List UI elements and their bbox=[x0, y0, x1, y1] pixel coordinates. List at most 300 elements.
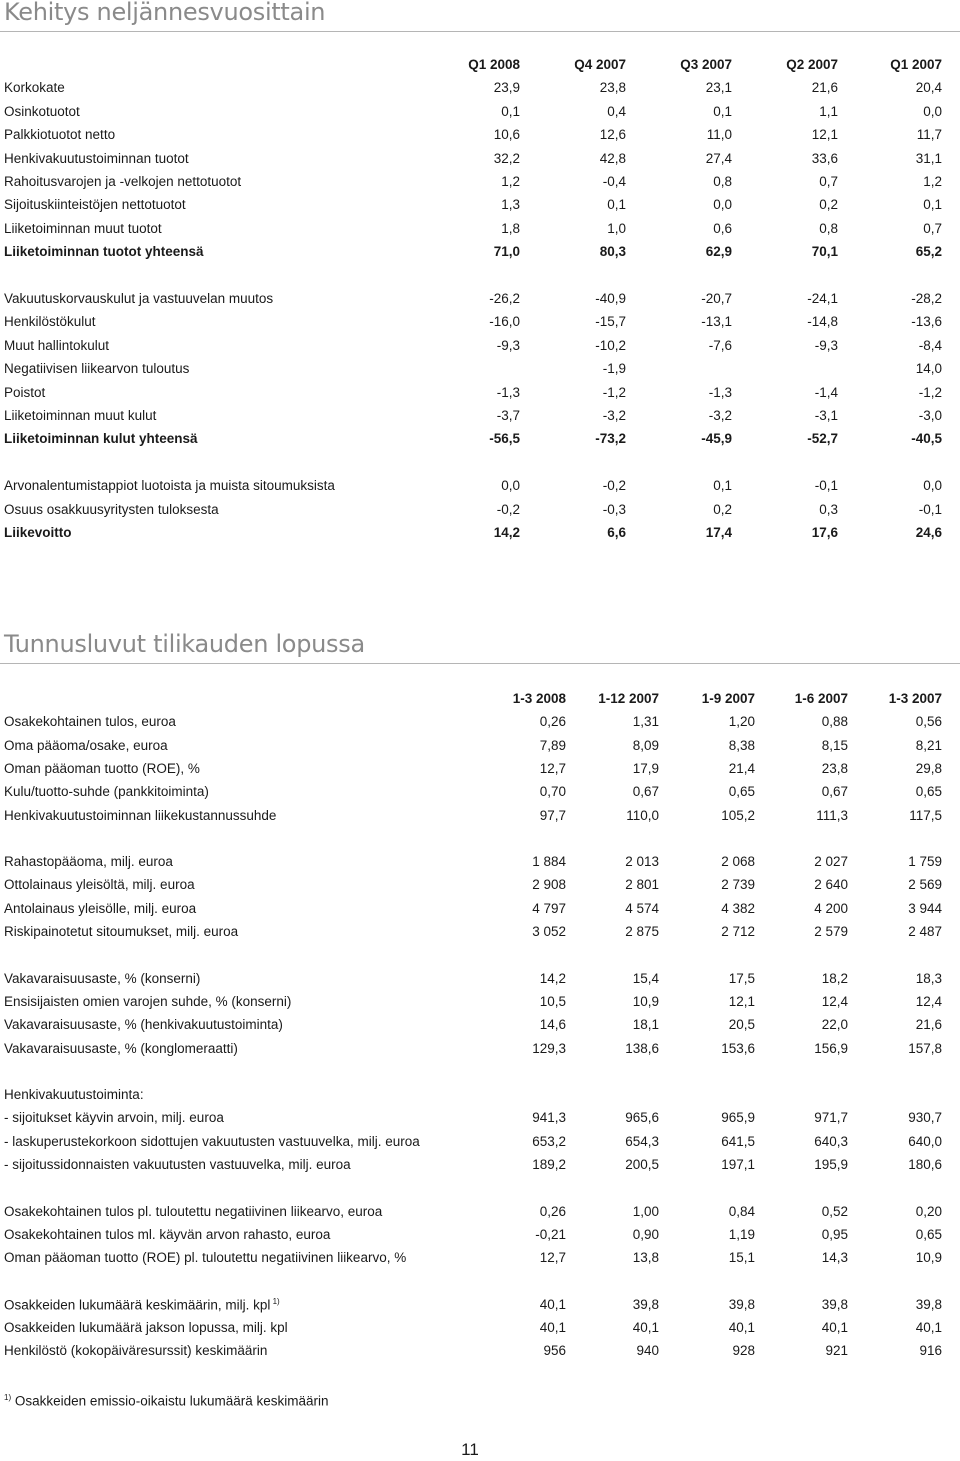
cell-value: 1,31 bbox=[632, 714, 659, 730]
column-header: Q3 2007 bbox=[680, 57, 732, 72]
row-label: Liiketoiminnan tuotot yhteensä bbox=[4, 244, 204, 260]
row-label: Riskipainotetut sitoumukset, milj. euroa bbox=[4, 924, 239, 939]
cell-value: 6,6 bbox=[607, 525, 626, 540]
cell-value: 0,70 bbox=[539, 784, 566, 800]
cell-value: 0,3 bbox=[819, 501, 838, 517]
cell-value: 2 027 bbox=[814, 854, 848, 870]
column-header: 1-9 2007 bbox=[701, 691, 755, 706]
table-row bbox=[0, 761, 960, 783]
cell-value: 1,3 bbox=[501, 197, 520, 213]
cell-value: 1,00 bbox=[632, 1203, 659, 1219]
footnote bbox=[4, 1393, 329, 1409]
cell-value: 0,90 bbox=[632, 1226, 659, 1242]
table-row bbox=[0, 221, 960, 243]
cell-value: -1,4 bbox=[814, 384, 838, 400]
cell-value: -0,4 bbox=[602, 174, 626, 189]
table-row bbox=[0, 994, 960, 1016]
cell-value: 23,9 bbox=[493, 80, 520, 96]
cell-value: 640,0 bbox=[908, 1133, 942, 1149]
cell-value: 0,7 bbox=[819, 174, 838, 189]
cell-value: 0,52 bbox=[821, 1203, 848, 1219]
table-row bbox=[0, 385, 960, 407]
cell-value: -52,7 bbox=[807, 431, 838, 447]
section-title-kehitys: Kehitys neljännesvuosittain bbox=[4, 0, 326, 26]
cell-value: 2 712 bbox=[721, 924, 755, 939]
row-label: Rahoitusvarojen ja -velkojen nettotuotot bbox=[4, 174, 242, 189]
footnote-text: Osakkeiden emissio-oikaistu lukumäärä keskimäärin bbox=[14, 1393, 329, 1409]
cell-value: 971,7 bbox=[814, 1110, 848, 1126]
cell-value: 0,65 bbox=[915, 784, 942, 800]
row-label: Poistot bbox=[4, 384, 46, 400]
cell-value: 3 944 bbox=[908, 900, 942, 916]
cell-value: 8,38 bbox=[728, 737, 755, 753]
table-row bbox=[0, 338, 960, 360]
section-rule-kehitys bbox=[0, 31, 960, 32]
cell-value: 40,1 bbox=[728, 1320, 755, 1336]
cell-value: -10,2 bbox=[595, 337, 626, 353]
cell-value: -14,8 bbox=[807, 314, 838, 330]
cell-value: 40,1 bbox=[539, 1296, 566, 1312]
table-header-row bbox=[0, 691, 960, 713]
cell-value: 39,8 bbox=[915, 1296, 942, 1312]
cell-value: 13,8 bbox=[632, 1250, 659, 1266]
cell-value: -26,2 bbox=[489, 291, 520, 306]
cell-value: -0,21 bbox=[535, 1226, 566, 1242]
cell-value: 189,2 bbox=[532, 1157, 566, 1172]
cell-value: 62,9 bbox=[705, 244, 732, 260]
cell-value: 940 bbox=[636, 1343, 659, 1359]
section-title-tunnusluvut: Tunnusluvut tilikauden lopussa bbox=[4, 630, 365, 658]
cell-value: 20,4 bbox=[915, 80, 942, 96]
cell-value: -1,3 bbox=[708, 384, 732, 400]
row-label: Liikevoitto bbox=[4, 525, 72, 540]
row-label: Henkivakuutustoiminnan tuotot bbox=[4, 150, 189, 166]
cell-value: 7,89 bbox=[539, 737, 566, 753]
cell-value: -0,3 bbox=[602, 501, 626, 517]
cell-value: 928 bbox=[732, 1343, 755, 1359]
cell-value: 12,4 bbox=[915, 993, 942, 1009]
cell-value: 10,9 bbox=[632, 993, 659, 1009]
column-header: Q4 2007 bbox=[574, 57, 626, 72]
cell-value: 641,5 bbox=[721, 1133, 755, 1149]
cell-value: 0,8 bbox=[819, 220, 838, 236]
cell-value: -3,2 bbox=[708, 408, 732, 423]
cell-value: 8,15 bbox=[821, 737, 848, 753]
cell-value: 65,2 bbox=[915, 244, 942, 260]
cell-value: 0,0 bbox=[923, 478, 942, 494]
table-row bbox=[0, 80, 960, 102]
row-label: Liiketoiminnan muut tuotot bbox=[4, 220, 162, 236]
cell-value: 17,6 bbox=[811, 525, 838, 540]
cell-value: 8,09 bbox=[632, 737, 659, 753]
cell-value: 17,4 bbox=[705, 525, 732, 540]
table-row bbox=[0, 924, 960, 946]
cell-value: 0,26 bbox=[539, 1203, 566, 1219]
cell-value: 17,9 bbox=[632, 760, 659, 776]
cell-value: 2 569 bbox=[908, 877, 942, 893]
table-row bbox=[0, 291, 960, 313]
cell-value: -20,7 bbox=[701, 291, 732, 306]
column-header: 1-12 2007 bbox=[598, 691, 659, 706]
row-label: Liiketoiminnan kulut yhteensä bbox=[4, 431, 198, 447]
cell-value: -13,1 bbox=[701, 314, 732, 330]
cell-value: 10,9 bbox=[915, 1250, 942, 1266]
cell-value: 27,4 bbox=[705, 150, 732, 166]
cell-value: -0,1 bbox=[918, 501, 942, 517]
cell-value: 2 739 bbox=[721, 877, 755, 893]
row-label: Korkokate bbox=[4, 80, 65, 96]
row-label: Palkkiotuotot netto bbox=[4, 127, 116, 143]
cell-value: 15,4 bbox=[632, 970, 659, 986]
table-row bbox=[0, 314, 960, 336]
table-row bbox=[0, 1041, 960, 1063]
row-label: Osakekohtainen tulos ml. käyvän arvon rahasto, euroa bbox=[4, 1226, 331, 1242]
cell-value: 1,2 bbox=[923, 174, 942, 189]
cell-value: 17,5 bbox=[728, 970, 755, 986]
row-label: Vakavaraisuusaste, % (konserni) bbox=[4, 970, 201, 986]
cell-value: 23,8 bbox=[821, 760, 848, 776]
table-row bbox=[0, 714, 960, 736]
table-row bbox=[0, 784, 960, 806]
cell-value: 0,0 bbox=[713, 197, 732, 213]
total-row bbox=[0, 525, 960, 547]
row-label: - sijoitukset käyvin arvoin, milj. euroa bbox=[4, 1110, 224, 1126]
cell-value: 0,95 bbox=[821, 1226, 848, 1242]
cell-value: 0,1 bbox=[607, 197, 626, 213]
row-label: Negatiivisen liikearvon tuloutus bbox=[4, 361, 190, 377]
cell-value: 0,1 bbox=[923, 197, 942, 213]
cell-value: 14,3 bbox=[821, 1250, 848, 1266]
table-header-row bbox=[0, 57, 960, 79]
table-row bbox=[0, 174, 960, 196]
cell-value: 0,0 bbox=[923, 103, 942, 119]
cell-value: 31,1 bbox=[915, 150, 942, 166]
cell-value: 2 875 bbox=[625, 924, 659, 939]
cell-value: 0,0 bbox=[501, 478, 520, 494]
cell-value: 18,2 bbox=[821, 970, 848, 986]
cell-value: 156,9 bbox=[814, 1040, 848, 1056]
cell-value: 956 bbox=[543, 1343, 566, 1359]
cell-value: 105,2 bbox=[721, 807, 755, 823]
cell-value: 2 579 bbox=[814, 924, 848, 939]
row-label: Vakuutuskorvauskulut ja vastuuvelan muutos bbox=[4, 291, 274, 306]
cell-value: 1,19 bbox=[728, 1226, 755, 1242]
cell-value: 4 382 bbox=[721, 900, 755, 916]
cell-value: 40,1 bbox=[915, 1320, 942, 1336]
cell-value: -1,9 bbox=[602, 361, 626, 377]
row-label: Ensisijaisten omien varojen suhde, % (konserni) bbox=[4, 993, 292, 1009]
table-row bbox=[0, 901, 960, 923]
cell-value: 640,3 bbox=[814, 1133, 848, 1149]
cell-value: 916 bbox=[919, 1343, 942, 1359]
row-label: Osuus osakkuusyritysten tuloksesta bbox=[4, 501, 219, 517]
cell-value: 24,6 bbox=[915, 525, 942, 540]
cell-value: -1,2 bbox=[602, 384, 626, 400]
table-row bbox=[0, 1343, 960, 1365]
table-row bbox=[0, 808, 960, 830]
table-row bbox=[0, 1017, 960, 1039]
cell-value: 4 200 bbox=[814, 900, 848, 916]
cell-value: 0,4 bbox=[607, 103, 626, 119]
cell-value: 21,4 bbox=[728, 760, 755, 776]
row-label: Henkivakuutustoiminnan liikekustannussuhde bbox=[4, 807, 277, 823]
cell-value: 40,1 bbox=[821, 1320, 848, 1336]
cell-value: 10,5 bbox=[539, 993, 566, 1009]
cell-value: 138,6 bbox=[625, 1040, 659, 1056]
table-row bbox=[0, 104, 960, 126]
table-row bbox=[0, 971, 960, 993]
row-label: Osinkotuotot bbox=[4, 103, 80, 119]
cell-value: 197,1 bbox=[721, 1157, 755, 1172]
cell-value: 0,8 bbox=[713, 174, 732, 189]
cell-value: 39,8 bbox=[821, 1296, 848, 1312]
cell-value: 965,9 bbox=[721, 1110, 755, 1126]
cell-value: -8,4 bbox=[918, 337, 942, 353]
cell-value: 12,6 bbox=[599, 127, 626, 143]
cell-value: 23,8 bbox=[599, 80, 626, 96]
cell-value: 39,8 bbox=[728, 1296, 755, 1312]
cell-value: 18,3 bbox=[915, 970, 942, 986]
cell-value: 129,3 bbox=[532, 1040, 566, 1056]
cell-value: -0,2 bbox=[496, 501, 520, 517]
cell-value: 4 574 bbox=[625, 900, 659, 916]
table-row bbox=[0, 1110, 960, 1132]
cell-value: 8,21 bbox=[915, 737, 942, 753]
cell-value: 0,65 bbox=[728, 784, 755, 800]
column-header: 1-3 2008 bbox=[512, 691, 566, 706]
table-row bbox=[0, 127, 960, 149]
cell-value: 930,7 bbox=[908, 1110, 942, 1126]
cell-value: 2 908 bbox=[532, 877, 566, 893]
cell-value: 1 759 bbox=[908, 854, 942, 870]
cell-value: -45,9 bbox=[701, 431, 732, 447]
cell-value: -73,2 bbox=[595, 431, 626, 447]
cell-value: 1 884 bbox=[532, 854, 566, 870]
cell-value: 653,2 bbox=[532, 1133, 566, 1149]
table-row bbox=[0, 1227, 960, 1249]
cell-value: 11,7 bbox=[916, 127, 942, 143]
row-label: Vakavaraisuusaste, % (konglomeraatti) bbox=[4, 1040, 238, 1056]
cell-value: 39,8 bbox=[632, 1296, 659, 1312]
cell-value: 12,1 bbox=[728, 993, 755, 1009]
cell-value: 965,6 bbox=[625, 1110, 659, 1126]
cell-value: 12,4 bbox=[821, 993, 848, 1009]
cell-value: 0,2 bbox=[713, 501, 732, 517]
row-label: Osakekohtainen tulos, euroa bbox=[4, 714, 176, 730]
table-row bbox=[0, 877, 960, 899]
cell-value: -40,5 bbox=[911, 431, 942, 447]
cell-value: 0,1 bbox=[501, 103, 520, 119]
column-header: 1-6 2007 bbox=[794, 691, 848, 706]
row-label: Antolainaus yleisölle, milj. euroa bbox=[4, 900, 197, 916]
row-label: - sijoitussidonnaisten vakuutusten vastuuvelka, milj. euroa bbox=[4, 1157, 351, 1172]
cell-value: 0,7 bbox=[923, 220, 942, 236]
cell-value: 0,56 bbox=[915, 714, 942, 730]
row-label: Osakkeiden lukumäärä keskimäärin, milj. kpl $^{1)}$ bbox=[4, 1296, 280, 1313]
cell-value: 32,2 bbox=[493, 150, 520, 166]
cell-value: -1,2 bbox=[918, 384, 942, 400]
cell-value: 1,0 bbox=[607, 220, 626, 236]
table-row bbox=[0, 478, 960, 500]
cell-value: 2 013 bbox=[625, 854, 659, 870]
cell-value: -24,1 bbox=[807, 291, 838, 306]
cell-value: 70,1 bbox=[811, 244, 838, 260]
cell-value: -0,2 bbox=[602, 478, 626, 494]
table-row bbox=[0, 1297, 960, 1319]
cell-value: -3,2 bbox=[602, 408, 626, 423]
cell-value: 80,3 bbox=[599, 244, 626, 260]
cell-value: 941,3 bbox=[532, 1110, 566, 1126]
cell-value: 0,67 bbox=[632, 784, 659, 800]
cell-value: 22,0 bbox=[821, 1017, 848, 1033]
row-label: Oma pääoma/osake, euroa bbox=[4, 737, 168, 753]
cell-value: -3,0 bbox=[918, 408, 942, 423]
cell-value: -28,2 bbox=[911, 291, 942, 306]
cell-value: 18,1 bbox=[632, 1017, 659, 1033]
cell-value: 14,0 bbox=[915, 361, 942, 377]
table-row bbox=[0, 1157, 960, 1179]
row-label: Henkilöstökulut bbox=[4, 314, 96, 330]
row-label: Kulu/tuotto-suhde (pankkitoiminta) bbox=[4, 784, 209, 800]
cell-value: -13,6 bbox=[911, 314, 942, 330]
cell-value: 157,8 bbox=[908, 1040, 942, 1056]
cell-value: 195,9 bbox=[814, 1157, 848, 1172]
table-row bbox=[0, 1250, 960, 1272]
cell-value: 200,5 bbox=[625, 1157, 659, 1172]
cell-value: 0,88 bbox=[821, 714, 848, 730]
cell-value: 0,67 bbox=[821, 784, 848, 800]
table-row bbox=[0, 408, 960, 430]
cell-value: 1,1 bbox=[819, 103, 838, 119]
total-row bbox=[0, 431, 960, 453]
total-row bbox=[0, 244, 960, 266]
cell-value: 153,6 bbox=[721, 1040, 755, 1056]
cell-value: -9,3 bbox=[496, 337, 520, 353]
cell-value: -3,7 bbox=[496, 408, 520, 423]
footnote-marker: 1) bbox=[4, 1393, 12, 1402]
cell-value: 0,65 bbox=[915, 1226, 942, 1242]
cell-value: 0,84 bbox=[728, 1203, 755, 1219]
cell-value: -16,0 bbox=[489, 314, 520, 330]
cell-value: 2 487 bbox=[908, 924, 942, 939]
cell-value: 111,3 bbox=[816, 807, 848, 823]
cell-value: 12,7 bbox=[539, 760, 566, 776]
cell-value: 29,8 bbox=[915, 760, 942, 776]
cell-value: 11,0 bbox=[706, 127, 732, 143]
table-row bbox=[0, 1134, 960, 1156]
row-label: Osakekohtainen tulos pl. tuloutettu negatiivinen liikearvo, euroa bbox=[4, 1203, 383, 1219]
cell-value: 0,6 bbox=[713, 220, 732, 236]
cell-value: 110,0 bbox=[626, 807, 659, 823]
cell-value: 654,3 bbox=[625, 1133, 659, 1149]
cell-value: 1,20 bbox=[728, 714, 755, 730]
column-header: Q1 2007 bbox=[890, 57, 942, 72]
cell-value: 20,5 bbox=[728, 1017, 755, 1033]
table-row bbox=[0, 738, 960, 760]
row-label: Henkivakuutustoiminta: bbox=[4, 1087, 144, 1103]
table-row bbox=[0, 1320, 960, 1342]
cell-value: 180,6 bbox=[908, 1157, 942, 1172]
page-number: 11 bbox=[461, 1440, 479, 1459]
cell-value: 12,7 bbox=[539, 1250, 566, 1266]
cell-value: 14,2 bbox=[539, 970, 566, 986]
cell-value: 3 052 bbox=[532, 924, 566, 939]
table-row bbox=[0, 854, 960, 876]
cell-value: 33,6 bbox=[811, 150, 838, 166]
cell-value: 2 068 bbox=[721, 854, 755, 870]
row-label: Rahastopääoma, milj. euroa bbox=[4, 854, 173, 870]
cell-value: 10,6 bbox=[493, 127, 520, 143]
footnote-ref: 1) bbox=[270, 1296, 280, 1306]
column-header: Q2 2007 bbox=[786, 57, 838, 72]
cell-value: 23,1 bbox=[705, 80, 732, 96]
row-label: Osakkeiden lukumäärä jakson lopussa, milj. kpl bbox=[4, 1320, 288, 1336]
row-label: Vakavaraisuusaste, % (henkivakuutustoiminta) bbox=[4, 1017, 283, 1033]
cell-value: 117,5 bbox=[909, 807, 942, 823]
table-row bbox=[0, 1204, 960, 1226]
table-row bbox=[0, 151, 960, 173]
cell-value: -0,1 bbox=[814, 478, 838, 494]
row-label: Henkilöstö (kokopäiväresurssit) keskimäärin bbox=[4, 1343, 268, 1359]
cell-value: -3,1 bbox=[814, 408, 838, 423]
cell-value: 71,0 bbox=[493, 244, 520, 260]
cell-value: 0,2 bbox=[819, 197, 838, 213]
table-row bbox=[0, 502, 960, 524]
cell-value: 15,1 bbox=[728, 1250, 755, 1266]
row-label: Ottolainaus yleisöltä, milj. euroa bbox=[4, 877, 195, 893]
cell-value: -7,6 bbox=[708, 337, 732, 353]
cell-value: 1,2 bbox=[501, 174, 520, 189]
cell-value: -9,3 bbox=[814, 337, 838, 353]
cell-value: -1,3 bbox=[496, 384, 520, 400]
table-row bbox=[0, 361, 960, 383]
cell-value: 1,8 bbox=[501, 220, 520, 236]
cell-value: 42,8 bbox=[599, 150, 626, 166]
table-row bbox=[0, 1087, 960, 1109]
row-label: Muut hallintokulut bbox=[4, 337, 110, 353]
cell-value: 21,6 bbox=[811, 80, 838, 96]
row-label: Liiketoiminnan muut kulut bbox=[4, 408, 157, 423]
cell-value: -40,9 bbox=[595, 291, 626, 306]
row-label: Oman pääoman tuotto (ROE) pl. tuloutettu negatiivinen liikearvo, % bbox=[4, 1250, 407, 1266]
cell-value: 40,1 bbox=[539, 1320, 566, 1336]
cell-value: 0,20 bbox=[915, 1203, 942, 1219]
cell-value: 2 801 bbox=[625, 877, 659, 893]
column-header: 1-3 2007 bbox=[888, 691, 942, 706]
cell-value: 14,6 bbox=[539, 1017, 566, 1033]
cell-value: 12,1 bbox=[811, 127, 838, 143]
cell-value: 2 640 bbox=[814, 877, 848, 893]
cell-value: 14,2 bbox=[493, 525, 520, 540]
row-label: Sijoituskiinteistöjen nettotuotot bbox=[4, 197, 186, 213]
column-header: Q1 2008 bbox=[468, 57, 520, 72]
cell-value: -56,5 bbox=[489, 431, 520, 447]
cell-value: 97,7 bbox=[539, 807, 566, 823]
cell-value: 0,1 bbox=[713, 103, 732, 119]
section-rule-tunnusluvut bbox=[0, 663, 960, 664]
row-label: - laskuperustekorkoon sidottujen vakuutusten vastuuvelka, milj. euroa bbox=[4, 1133, 420, 1149]
row-label: Arvonalentumistappiot luotoista ja muista sitoumuksista bbox=[4, 478, 335, 494]
cell-value: 4 797 bbox=[532, 900, 566, 916]
cell-value: 21,6 bbox=[915, 1017, 942, 1033]
cell-value: 0,1 bbox=[713, 478, 732, 494]
row-label: Oman pääoman tuotto (ROE), % bbox=[4, 760, 200, 776]
cell-value: 0,26 bbox=[539, 714, 566, 730]
cell-value: 921 bbox=[825, 1343, 848, 1359]
table-row bbox=[0, 197, 960, 219]
cell-value: -15,7 bbox=[595, 314, 626, 330]
cell-value: 40,1 bbox=[632, 1320, 659, 1336]
